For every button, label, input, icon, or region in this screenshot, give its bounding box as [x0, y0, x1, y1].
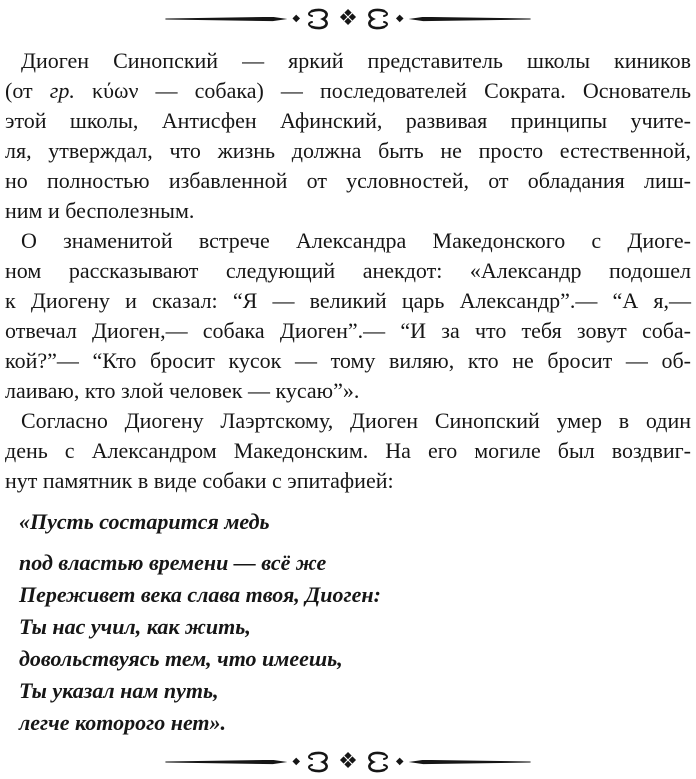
verse-line: Переживет века слава твоя, Диоген: [19, 582, 381, 607]
scroll-flourish-left-icon [305, 7, 333, 31]
text-line: кой?”— “Кто бросит кусок — тому виляю, кто не бросит — об- [5, 348, 691, 373]
text-line: ном рассказывают следующий анекдот: «Александр подошел [5, 258, 691, 283]
paragraph-intro [5, 46, 691, 226]
text-line: нут памятник в виде собаки с эпитафией: [5, 468, 394, 493]
verse-line: Ты нас учил, как жить, [19, 614, 251, 639]
page-text [5, 46, 691, 739]
verse-line: легче которого нет». [19, 710, 227, 735]
text-line: отвечал Диоген,— собака Диоген”.— “И за что тебя зовут соба- [5, 318, 691, 343]
scroll-flourish-right-icon [363, 750, 391, 774]
paragraph-death [5, 406, 691, 496]
text-line: лаиваю, кто злой человек — кусаю”». [5, 378, 360, 403]
text-segment: κύων — собака) — последователей Сократа. Основатель [74, 78, 692, 103]
paragraph-anecdote [5, 226, 691, 406]
text-line [5, 76, 691, 106]
rule-line-right [409, 17, 531, 22]
rosette-icon: ❖ [338, 6, 358, 31]
bottom-divider-ornament [161, 751, 535, 773]
rosette-icon: ❖ [338, 749, 358, 774]
verse-line: под властью времени — всё же [19, 550, 327, 575]
diamond-icon: ◆ [292, 756, 301, 767]
text-line: но полностью избавленной от условностей, от обладания лиш- [5, 168, 691, 193]
verse-line: довольствуясь тем, что имеешь, [19, 646, 343, 671]
rule-line-right [409, 760, 531, 765]
verse-line: «Пусть состарится медь [19, 509, 270, 534]
text-line: к Диогену и сказал: “Я — великий царь Александр”.— “А я,— [5, 288, 691, 313]
text-line: ля, утверждал, что жизнь должна быть не просто естественной, [5, 138, 691, 163]
diamond-icon: ◆ [395, 756, 404, 767]
rule-line-left [165, 17, 287, 22]
text-line: этой школы, Антисфен Афинский, развивая принципы учите- [5, 108, 691, 133]
verse-line: Ты указал нам путь, [19, 678, 219, 703]
text-segment: (от [5, 78, 50, 103]
scroll-flourish-left-icon [305, 750, 333, 774]
text-line: Согласно Диогену Лаэртскому, Диоген Синопский умер в один [21, 408, 691, 433]
top-divider-ornament [161, 8, 535, 30]
text-line: Диоген Синопский — яркий представитель школы киников [21, 48, 691, 73]
text-line: ним и бесполезным. [5, 198, 195, 223]
text-line: О знаменитой встрече Александра Македонского с Диоге- [21, 228, 691, 253]
scroll-flourish-right-icon [363, 7, 391, 31]
text-line: день с Александром Македонским. На его могиле был воздвиг- [5, 438, 691, 463]
diamond-icon: ◆ [292, 13, 301, 24]
diamond-icon: ◆ [395, 13, 404, 24]
epitaph-verse [5, 506, 691, 739]
rule-line-left [165, 760, 287, 765]
text-segment-italic: гр. [49, 78, 75, 103]
